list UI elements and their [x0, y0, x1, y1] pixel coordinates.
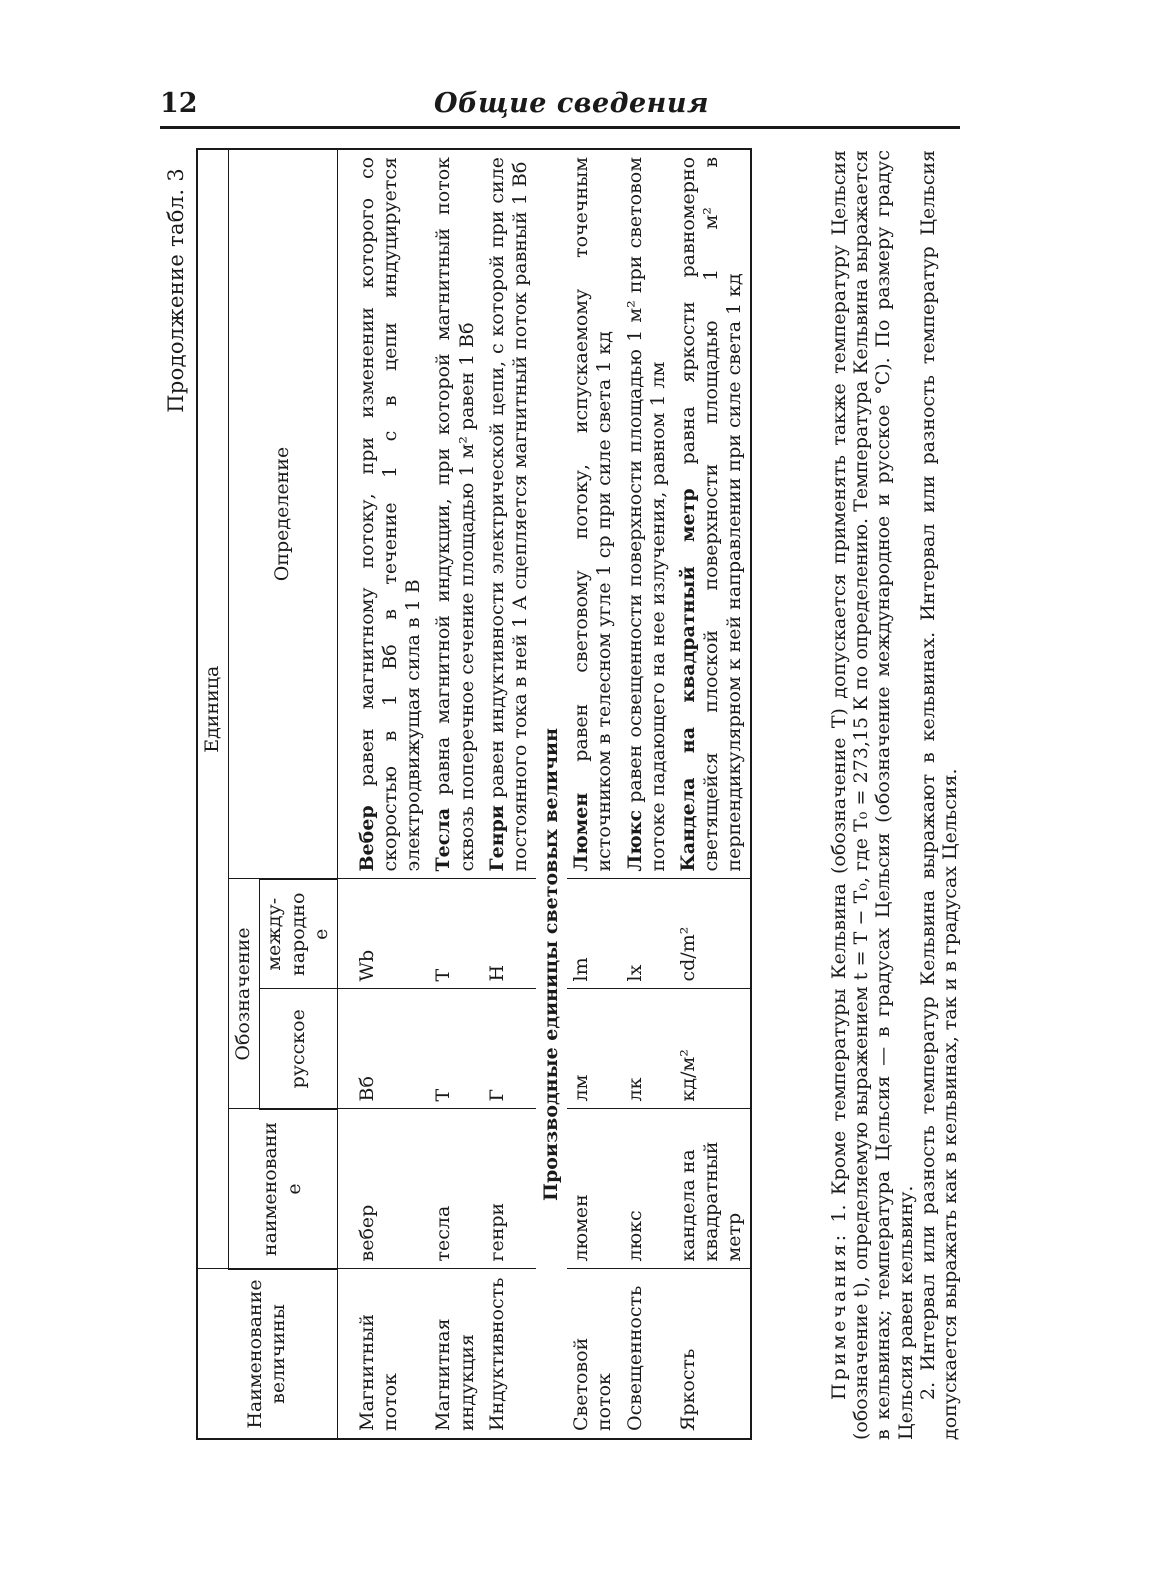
table-notes [828, 150, 961, 1440]
cell-unit-name: вебер [337, 1109, 429, 1269]
definition-text: равна яркости равномерно светящейся плоской поверхности площадью 1 м² в перпендикулярном к ней направлении при силе света 1 кд [676, 156, 746, 872]
table-section-row [536, 149, 567, 1439]
definition-text: равен освещенности поверхности площадью 1 м² при световом потоке падающего на нее излучения, равном 1 лм [623, 156, 669, 872]
cell-definition [429, 149, 482, 879]
cell-international: T [429, 879, 482, 989]
rotated-table-sheet [160, 150, 960, 1440]
header-definition: Определение [229, 149, 338, 879]
cell-unit-name: генри [483, 1109, 536, 1269]
cell-quantity: Освещенность [621, 1269, 674, 1439]
cell-definition [674, 149, 752, 879]
notes-label: Примечания: [828, 1231, 850, 1400]
header-unit: Единица [197, 149, 229, 1269]
cell-definition [337, 149, 429, 879]
definition-term: Генри [485, 805, 508, 872]
definition-term: Кандела на квадратный метр [676, 488, 699, 872]
units-table [196, 148, 752, 1440]
cell-quantity: Магнитная индукция [429, 1269, 482, 1439]
cell-definition [621, 149, 674, 879]
cell-international: cd/m² [674, 879, 752, 989]
cell-russian: Т [429, 989, 482, 1109]
header-rule [160, 126, 960, 129]
cell-international: H [483, 879, 536, 989]
definition-term: Тесла [432, 807, 455, 872]
cell-unit-name: кандела на квадратный метр [674, 1109, 752, 1269]
definition-text: равен световому потоку, испускаемому точечным источником в телесном угле 1 ср при силе света 1 кд [570, 156, 616, 872]
table-row [621, 149, 674, 1439]
cell-russian: Г [483, 989, 536, 1109]
cell-quantity: Индуктивность [483, 1269, 536, 1439]
running-title: Общие сведения [434, 88, 709, 119]
cell-unit-name: люмен [567, 1109, 620, 1269]
cell-definition [567, 149, 620, 879]
section-title [536, 149, 567, 1439]
definition-term: Люмен [570, 792, 593, 872]
cell-unit-name: люкс [621, 1109, 674, 1269]
note-1 [828, 150, 917, 1440]
cell-quantity: Яркость [674, 1269, 752, 1439]
definition-text: равен магнитному потоку, при изменении которого со скоростью в 1 Вб в течение 1 с в цепи индуцируется электродвижущая сила в 1 В [355, 156, 425, 872]
table-row [674, 149, 752, 1439]
cell-unit-name: тесла [429, 1109, 482, 1269]
cell-russian: Вб [337, 989, 429, 1109]
cell-international: Wb [337, 879, 429, 989]
section-title-text: Производные единицы световых величин [540, 727, 563, 1201]
definition-term: Люкс [623, 809, 646, 872]
header-unit-name: наименование [229, 1109, 338, 1269]
cell-quantity: Световой поток [567, 1269, 620, 1439]
definition-text: равен индуктивности электрической цепи, с которой при силе постоянного тока в ней 1 А сцепляется магнитный поток равный 1 Вб [485, 156, 531, 872]
header-international: между-народное [260, 879, 338, 989]
cell-russian: кд/м² [674, 989, 752, 1109]
cell-russian: лм [567, 989, 620, 1109]
table-row [483, 149, 536, 1439]
header-designation: Обозначение [229, 879, 260, 1109]
header-quantity: Наименование величины [197, 1269, 337, 1439]
cell-international: lm [567, 879, 620, 989]
table-row [337, 149, 429, 1439]
page-number: 12 [160, 88, 198, 119]
definition-term: Вебер [355, 805, 378, 872]
cell-quantity: Магнитный поток [337, 1269, 429, 1439]
note-1-text: 1. Кроме температуры Кельвина (обозначение T) допускается применять также температуру Цельсия (обозначение t), определяемую выражением t = T − T₀, где T₀ = 273,15 К по определению. Температура Кельвина выражается в кельвинах; температура Цельсия — в градусах Цельсия (обозначение международное и русское °C). По размеру градус Цельсия равен кельвину. [828, 150, 917, 1440]
cell-international: lx [621, 879, 674, 989]
definition-text: равна магнитной индукции, при которой магнитный поток сквозь поперечное сечение площадью 1 м² равен 1 Вб [432, 156, 478, 872]
table-row [567, 149, 620, 1439]
cell-russian: лк [621, 989, 674, 1109]
table-caption: Продолжение табл. 3 [164, 168, 188, 413]
table-row [429, 149, 482, 1439]
header-russian: русское [260, 989, 338, 1109]
cell-definition [483, 149, 536, 879]
note-2: 2. Интервал или разность температур Кельвина выражают в кельвинах. Интервал или разность температур Цельсия допускается выражать как в кельвинах, так и в градусах Цельсия. [916, 150, 962, 1440]
